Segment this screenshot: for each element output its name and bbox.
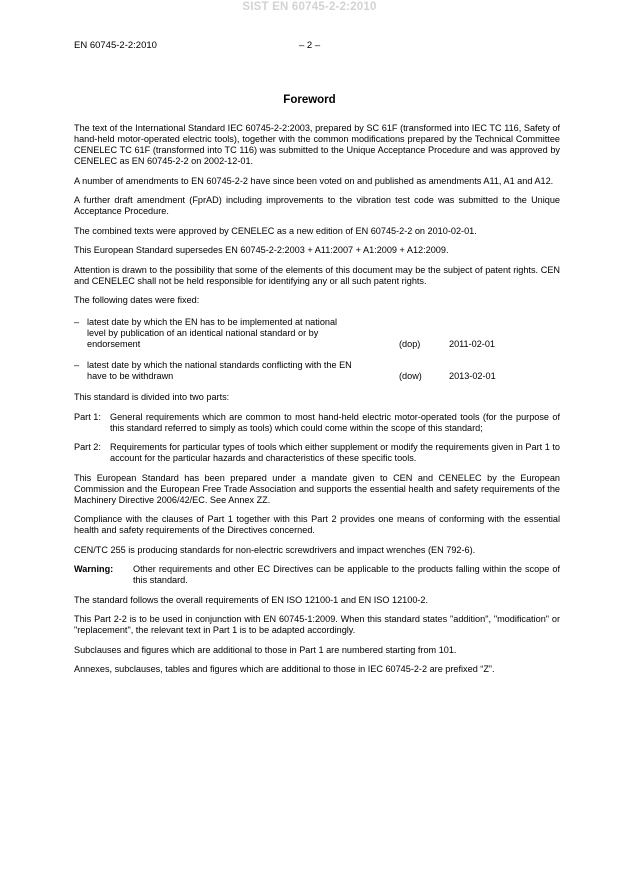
date-abbreviation: (dow) bbox=[399, 371, 422, 381]
part-label: Part 1: bbox=[74, 411, 101, 422]
list-dash: – bbox=[74, 317, 80, 327]
header-document-id: EN 60745-2-2:2010 bbox=[74, 40, 157, 51]
paragraph-conjunction: This Part 2-2 is to be used in conjunction with EN 60745-1:2009. When this standard states "addition", "modification" or "replacement", the relevant text in Part 1 is to be adapted accordingly. bbox=[74, 614, 560, 635]
date-value: 2013-02-01 bbox=[449, 371, 496, 381]
paragraph-mandate: This European Standard has been prepared under a mandate given to CEN and CENELEC by the European Commission and the European Free Trade Association and supports the essential health and safety requirements of the Machinery Directive 2006/42/EC. See Annex ZZ. bbox=[74, 472, 560, 505]
date-row-dow bbox=[74, 360, 560, 382]
part-text: Requirements for particular types of tools which either supplement or modify the requirements given in Part 1 to account for the particular hazards and characteristics of these specific tools. bbox=[110, 442, 560, 463]
part-text: General requirements which are common to most hand-held electric motor-operated tools (for the purpose of this standard referred to simply as tools) which could come within the scope of this standard; bbox=[110, 411, 560, 433]
part-label: Part 2: bbox=[74, 442, 101, 452]
warning-block bbox=[74, 564, 560, 586]
paragraph-dates-intro: The following dates were fixed: bbox=[74, 295, 200, 305]
part-2-item bbox=[74, 442, 560, 464]
part-1-item bbox=[74, 412, 560, 434]
paragraph-iec-origin: The text of the International Standard IEC 60745-2-2:2003, prepared by SC 61F (transformed into IEC TC 116, Safety of hand-held motor-operated electric tools), together with the common modifications prepared by the Technical Committee CENELEC TC 61F (transformed into TC 116) was submitted to the Unique Acceptance Procedure and was approved by CENELEC as EN 60745-2-2 on 2002-12-01. bbox=[74, 123, 560, 166]
date-abbreviation: (dop) bbox=[399, 339, 421, 349]
dates-list bbox=[74, 317, 560, 382]
paragraph-approval: The combined texts were approved by CENELEC as a new edition of EN 60745-2-2 on 2010-02-01. bbox=[74, 225, 477, 236]
watermark: SIST EN 60745-2-2:2010 bbox=[242, 1, 377, 13]
paragraph-parts-intro: This standard is divided into two parts: bbox=[74, 392, 230, 402]
date-description: latest date by which the EN has to be implemented at national level by publication of an identical national standard or by endorsement bbox=[87, 317, 338, 349]
paragraph-prefix-z: Annexes, subclauses, tables and figures which are additional to those in IEC 60745-2-2 are prefixed “Z”. bbox=[74, 664, 495, 674]
paragraph-cen-tc-255: CEN/TC 255 is producing standards for non-electric screwdrivers and impact wrenches (EN 792-6). bbox=[74, 544, 476, 555]
paragraph-supersedes: This European Standard supersedes EN 60745-2-2:2003 + A11:2007 + A1:2009 + A12:2009. bbox=[74, 245, 449, 255]
document-body bbox=[74, 123, 560, 684]
paragraph-draft-amendment: A further draft amendment (FprAD) including improvements to the vibration test code was submitted to the Unique Acceptance Procedure. bbox=[74, 195, 560, 216]
warning-label: Warning: bbox=[74, 564, 114, 574]
paragraph-patent-rights: Attention is drawn to the possibility that some of the elements of this document may be the subject of patent rights. CEN and CENELEC shall not be held responsible for identifying any or all such patent rights. bbox=[74, 264, 560, 286]
paragraph-amendments: A number of amendments to EN 60745-2-2 have since been voted on and published as amendments A11, A1 and A12. bbox=[74, 175, 554, 186]
paragraph-iso-12100: The standard follows the overall requirements of EN ISO 12100-1 and EN ISO 12100-2. bbox=[74, 594, 429, 605]
warning-text: Other requirements and other EC Directives can be applicable to the products falling within the scope of this standard. bbox=[133, 564, 560, 585]
paragraph-compliance: Compliance with the clauses of Part 1 together with this Part 2 provides one means of conforming with the essential health and safety requirements of the Directives concerned. bbox=[74, 514, 560, 535]
paragraph-numbering: Subclauses and figures which are additional to those in Part 1 are numbered starting from 101. bbox=[74, 644, 457, 655]
list-dash: – bbox=[74, 360, 80, 370]
date-description: latest date by which the national standards conflicting with the EN have to be withdrawn bbox=[87, 360, 352, 381]
page-title: Foreword bbox=[283, 94, 336, 106]
date-value: 2011-02-01 bbox=[449, 339, 495, 349]
date-row-dop bbox=[74, 317, 560, 350]
header-page-number: – 2 – bbox=[299, 40, 321, 51]
